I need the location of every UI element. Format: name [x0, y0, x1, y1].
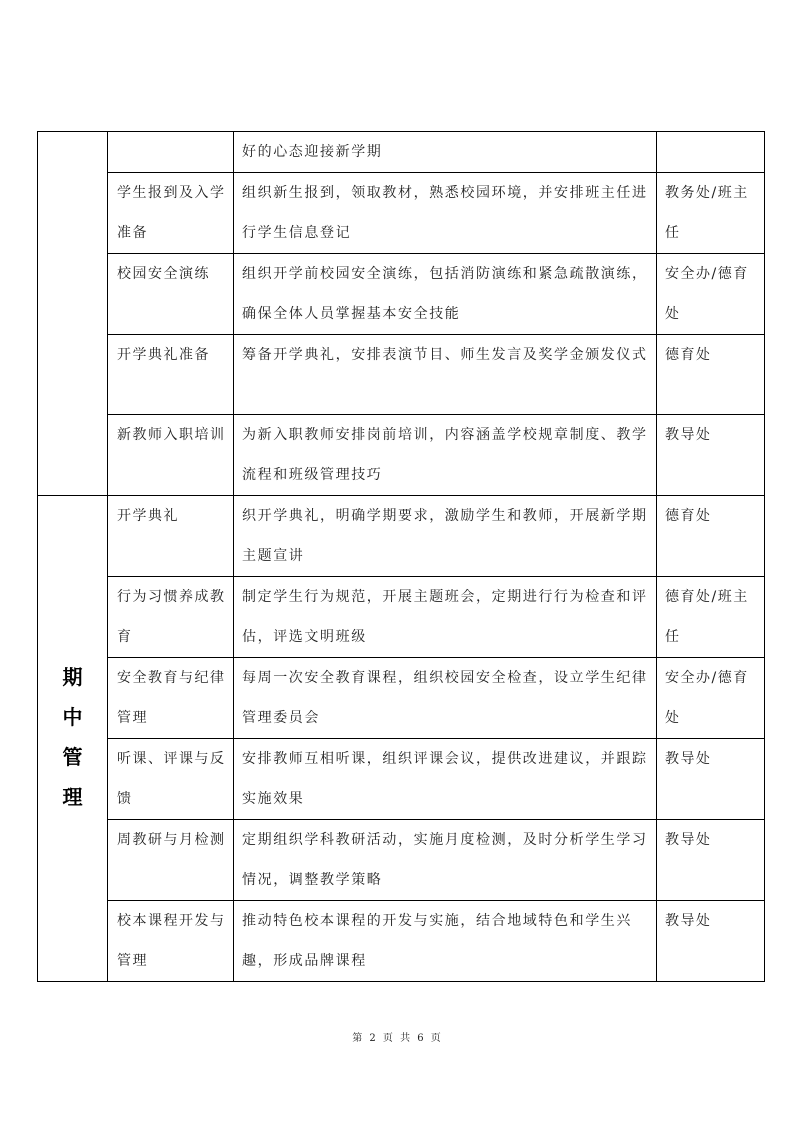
item-cell: 新教师入职培训	[108, 415, 234, 496]
dept-cell: 教导处	[657, 820, 765, 901]
table-row	[38, 901, 765, 982]
phase-cell-previous	[38, 132, 108, 496]
content-cell: 组织开学前校园安全演练，包括消防演练和紧急疏散演练，确保全体人员掌握基本安全技能	[234, 254, 657, 335]
table-row	[38, 254, 765, 335]
phase-label: 期中管理	[62, 665, 83, 809]
content-cell: 为新入职教师安排岗前培训，内容涵盖学校规章制度、教学流程和班级管理技巧	[234, 415, 657, 496]
table-row	[38, 132, 765, 173]
dept-cell: 安全办/德育处	[657, 254, 765, 335]
dept-cell: 教务处/班主任	[657, 173, 765, 254]
content-cell: 好的心态迎接新学期	[234, 132, 657, 173]
item-cell: 行为习惯养成教育	[108, 577, 234, 658]
dept-cell: 安全办/德育处	[657, 658, 765, 739]
content-cell: 定期组织学科教研活动，实施月度检测，及时分析学生学习情况，调整教学策略	[234, 820, 657, 901]
item-cell: 开学典礼	[108, 496, 234, 577]
item-cell: 开学典礼准备	[108, 335, 234, 415]
dept-cell	[657, 132, 765, 173]
table-row	[38, 415, 765, 496]
content-cell: 推动特色校本课程的开发与实施，结合地域特色和学生兴趣，形成品牌课程	[234, 901, 657, 982]
content-cell: 每周一次安全教育课程，组织校园安全检查，设立学生纪律管理委员会	[234, 658, 657, 739]
item-cell: 校园安全演练	[108, 254, 234, 335]
item-cell: 周教研与月检测	[108, 820, 234, 901]
content-cell: 安排教师互相听课，组织评课会议，提供改进建议，并跟踪实施效果	[234, 739, 657, 820]
content-cell: 织开学典礼，明确学期要求，激励学生和教师，开展新学期主题宣讲	[234, 496, 657, 577]
item-cell	[108, 132, 234, 173]
item-cell: 学生报到及入学准备	[108, 173, 234, 254]
content-cell: 组织新生报到，领取教材，熟悉校园环境，并安排班主任进行学生信息登记	[234, 173, 657, 254]
dept-cell: 教导处	[657, 901, 765, 982]
dept-cell: 德育处	[657, 335, 765, 415]
item-cell: 校本课程开发与管理	[108, 901, 234, 982]
table-row	[38, 820, 765, 901]
content-cell: 筹备开学典礼，安排表演节目、师生发言及奖学金颁发仪式	[234, 335, 657, 415]
item-cell: 安全教育与纪律管理	[108, 658, 234, 739]
dept-cell: 教导处	[657, 739, 765, 820]
table-row	[38, 496, 765, 577]
table-row	[38, 335, 765, 415]
dept-cell: 德育处/班主任	[657, 577, 765, 658]
plan-table	[37, 131, 765, 982]
dept-cell: 德育处	[657, 496, 765, 577]
table-row	[38, 739, 765, 820]
page-footer: 第 2 页 共 6 页	[352, 1033, 441, 1044]
dept-cell: 教导处	[657, 415, 765, 496]
content-cell: 制定学生行为规范，开展主题班会，定期进行行为检查和评估，评选文明班级	[234, 577, 657, 658]
item-cell: 听课、评课与反馈	[108, 739, 234, 820]
table-row	[38, 577, 765, 658]
table-row	[38, 173, 765, 254]
phase-cell	[38, 496, 108, 982]
table-row	[38, 658, 765, 739]
